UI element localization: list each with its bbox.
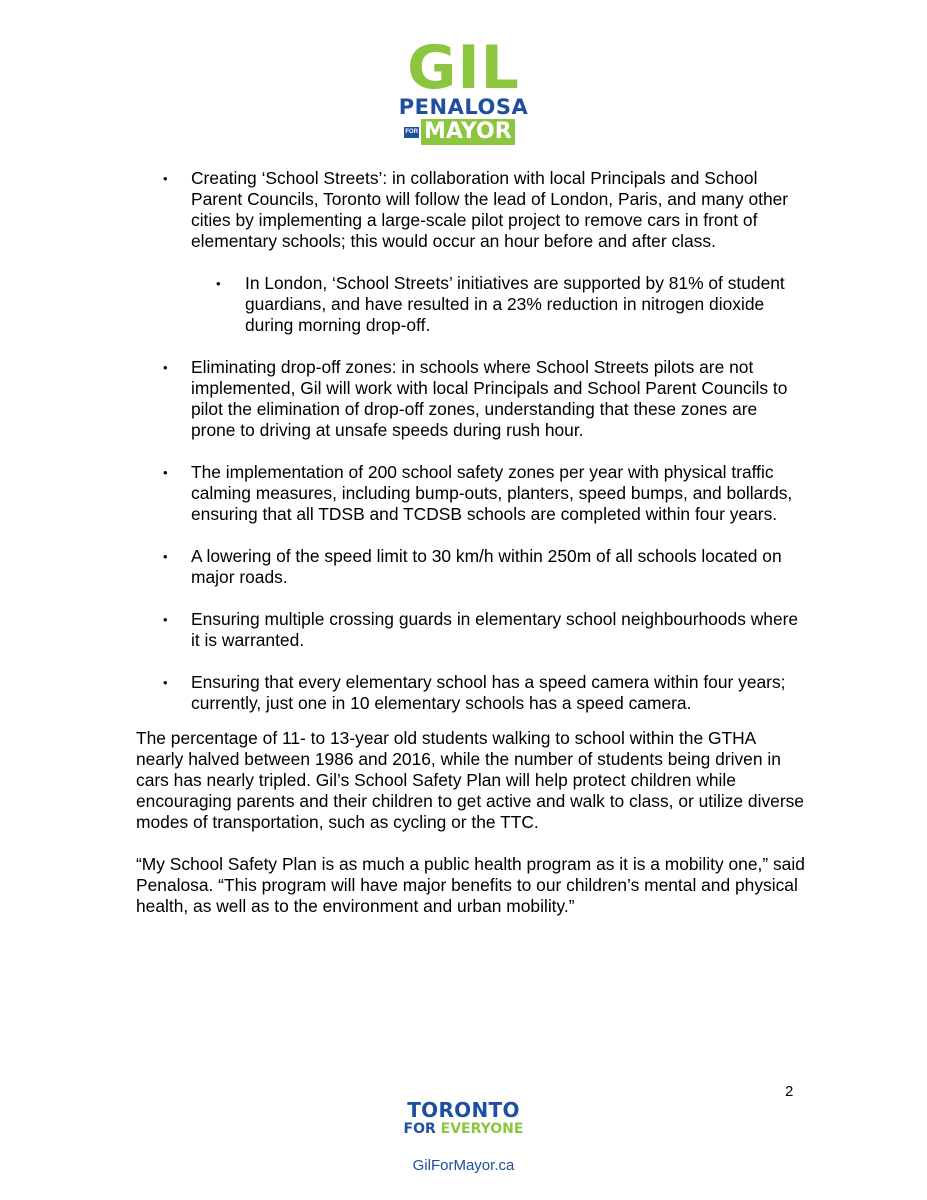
page-number: 2: [785, 1083, 794, 1100]
bullet-icon: •: [216, 276, 221, 291]
list-item-text: Creating ‘School Streets’: in collaboration with local Principals and School Parent Councils, Toronto will follow the lead of London, Paris, and many other cities by implementing a large-scale pilot project to remove cars in front of elementary schools; this would occur an hour before and after class.: [191, 168, 789, 251]
sub-list-item: [136, 273, 806, 336]
list-item: [136, 672, 806, 714]
logo-for-text: FOR: [404, 127, 419, 138]
logo-mayor-row: [404, 119, 514, 145]
list-item-text: The implementation of 200 school safety zones per year with physical traffic calming measures, including bump-outs, planters, speed bumps, and bollards, ensuring that all TDSB and TCDSB schools are completed within four years.: [191, 462, 793, 524]
body-paragraph: The percentage of 11- to 13-year old students walking to school within the GTHA nearly halved between 1986 and 2016, while the number of students being driven in cars has nearly tripled. Gil’s School Safety Plan will help protect children while encouraging parents and their children to get active and walk to class, or utilize diverse modes of transportation, such as cycling or the TTC.: [136, 728, 804, 832]
bullet-icon: •: [163, 465, 168, 480]
list-item: [136, 546, 806, 588]
footer-for-everyone: [0, 1121, 927, 1137]
website-link[interactable]: GilForMayor.ca: [412, 1157, 515, 1174]
list-item-text: Ensuring that every elementary school has a speed camera within four years; currently, just one in 10 elementary schools has a speed camera.: [191, 672, 786, 713]
bullet-icon: •: [163, 549, 168, 564]
list-item-text: Ensuring multiple crossing guards in elementary school neighbourhoods where it is warranted.: [191, 609, 799, 650]
footer-logo: [0, 1099, 927, 1174]
footer-everyone-text: EVERYONE: [440, 1121, 524, 1137]
list-item: [136, 357, 806, 441]
logo-gil-text: GIL: [407, 33, 520, 103]
bullet-icon: •: [163, 360, 168, 375]
quote-paragraph: “My School Safety Plan is as much a public health program as it is a mobility one,” said Penalosa. “This program will have major benefits to our children’s mental and physical health, as well as to the environment and urban mobility.”: [136, 854, 805, 916]
list-item: [136, 168, 806, 252]
footer-toronto-text: TORONTO: [407, 1098, 520, 1122]
list-item-text: Eliminating drop-off zones: in schools where School Streets pilots are not implemented, Gil will work with local Principals and School Parent Councils to pilot the elimination of drop-off zones, understanding that these zones are prone to driving at unsafe speeds during rush hour.: [191, 357, 788, 440]
list-item: [136, 462, 806, 525]
logo-penalosa-text: PENALOSA: [398, 95, 529, 119]
footer-for-text: FOR: [403, 1121, 436, 1137]
bullet-icon: •: [163, 612, 168, 627]
logo-mayor-text: MAYOR: [421, 119, 515, 145]
list-item-text: A lowering of the speed limit to 30 km/h within 250m of all schools located on major roads.: [191, 546, 782, 587]
list-item: [136, 609, 806, 651]
campaign-logo: [0, 33, 927, 145]
list-item-text: In London, ‘School Streets’ initiatives are supported by 81% of student guardians, and have resulted in a 23% reduction in nitrogen dioxide during morning drop-off.: [245, 273, 785, 335]
bullet-icon: •: [163, 675, 168, 690]
document-body: [136, 168, 806, 938]
bullet-icon: •: [163, 171, 168, 186]
